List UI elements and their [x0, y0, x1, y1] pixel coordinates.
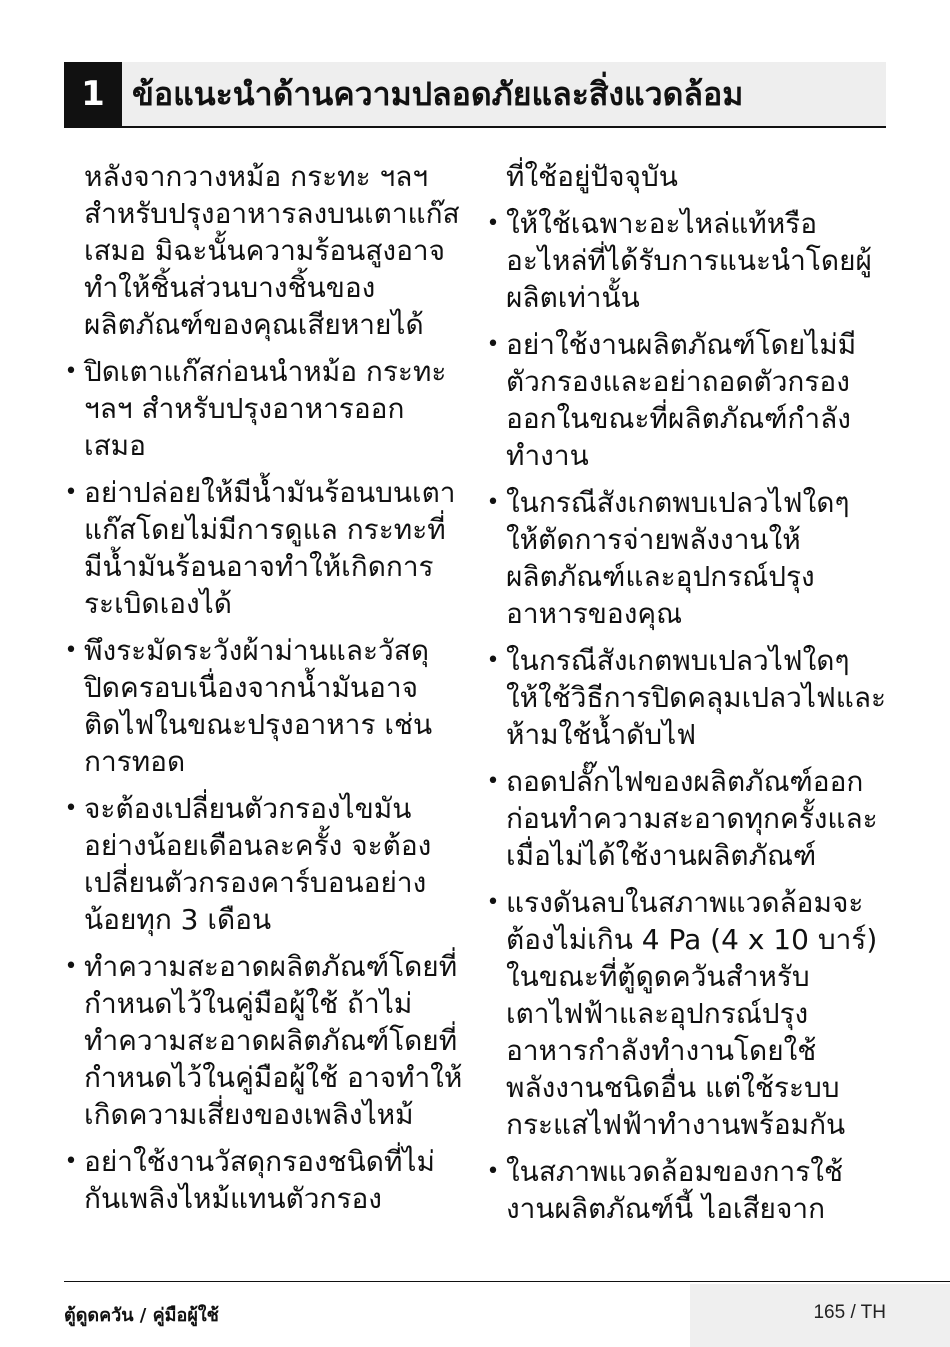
continued-paragraph: หลังจากวางหม้อ กระทะ ฯลฯ สำหรับปรุงอาหารลงบนเตาแก๊สเสมอ มิฉะนั้นความร้อนสูงอาจทำให้ชิ้นส่วนบางชิ้นของผลิตภัณฑ์ของคุณเสียหายได้ [84, 160, 460, 341]
right-column [486, 158, 886, 1227]
list-item-text: พึงระมัดระวังผ้าม่านและวัสดุปิดครอบเนื่องจากน้ำมันอาจติดไฟในขณะปรุงอาหาร เช่น การทอด [84, 634, 433, 778]
list-item-text: ถอดปลั๊กไฟของผลิตภัณฑ์ออกก่อนทำความสะอาดทุกครั้งและเมื่อไม่ได้ใช้งานผลิตภัณฑ์ [506, 765, 878, 872]
list-item [64, 1143, 464, 1217]
chapter-title: ข้อแนะนำด้านความปลอดภัยและสิ่งแวดล้อม [122, 62, 886, 126]
list-item [486, 1153, 886, 1227]
list-item [486, 205, 886, 316]
list-item [64, 632, 464, 780]
list-item [486, 484, 886, 632]
list-item-text: ในกรณีสังเกตพบเปลวไฟใดๆ ให้ใช้วิธีการปิดคลุมเปลวไฟและห้ามใช้น้ำดับไฟ [506, 644, 887, 751]
continued-paragraph: ที่ใช้อยู่ปัจจุบัน [506, 160, 678, 193]
bullet-icon: • [486, 211, 500, 236]
list-item-text: อย่าใช้งานผลิตภัณฑ์โดยไม่มีตัวกรองและอย่าถอดตัวกรองออกในขณะที่ผลิตภัณฑ์กำลังทำงาน [506, 328, 857, 472]
chapter-header [64, 62, 886, 128]
list-item [64, 474, 464, 622]
list-item-text: แรงดันลบในสภาพแวดล้อมจะต้องไม่เกิน 4 Pa (4 x 10 บาร์) ในขณะที่ตู้ดูดควันสำหรับเตาไฟฟ้าและอุปกรณ์ปรุงอาหารกำลังทำงานโดยใช้พลังงานชนิดอื่น แต่ใช้ระบบกระแสไฟฟ้าทำงานพร้อมกัน [506, 886, 878, 1141]
bullet-icon: • [486, 332, 500, 357]
list-item [64, 790, 464, 938]
bullet-icon: • [64, 480, 78, 505]
bullet-icon: • [64, 359, 78, 384]
list-item-text: จะต้องเปลี่ยนตัวกรองไขมันอย่างน้อยเดือนละครั้ง จะต้องเปลี่ยนตัวกรองคาร์บอนอย่างน้อยทุก 3 เดือน [84, 792, 432, 936]
left-column [64, 158, 464, 1217]
bullet-icon: • [486, 769, 500, 794]
bullet-icon: • [486, 890, 500, 915]
bullet-icon: • [486, 648, 500, 673]
list-item [64, 948, 464, 1133]
bullet-icon: • [64, 796, 78, 821]
page-number: 165 / TH [813, 1302, 886, 1323]
list-item-text: ทำความสะอาดผลิตภัณฑ์โดยที่กำหนดไว้ในคู่มือผู้ใช้ ถ้าไม่ทำความสะอาดผลิตภัณฑ์โดยที่กำหนดไว้ในคู่มือผู้ใช้ อาจทำให้เกิดความเสี่ยงของเพลิงไหม้ [84, 950, 463, 1131]
bullet-icon: • [64, 954, 78, 979]
chapter-number: 1 [64, 62, 122, 126]
list-item-text: อย่าใช้งานวัสดุกรองชนิดที่ไม่กันเพลิงไหม้แทนตัวกรอง [84, 1145, 435, 1215]
list-item-text: ให้ใช้เฉพาะอะไหล่แท้หรืออะไหล่ที่ได้รับการแนะนำโดยผู้ผลิตเท่านั้น [506, 207, 872, 314]
list-item [486, 642, 886, 753]
list-item-text: ในสภาพแวดล้อมของการใช้งานผลิตภัณฑ์นี้ ไอเสียจาก [506, 1155, 843, 1225]
safety-list-right [486, 205, 886, 1227]
list-item [486, 884, 886, 1143]
list-item [64, 353, 464, 464]
footer-product-manual: ตู้ดูดควัน / คู่มือผู้ใช้ [64, 1305, 219, 1326]
safety-list-left [64, 353, 464, 1217]
bullet-icon: • [486, 1159, 500, 1184]
footer-divider [64, 1281, 950, 1282]
list-item-text: ปิดเตาแก๊สก่อนนำหม้อ กระทะ ฯลฯ สำหรับปรุงอาหารออกเสมอ [84, 355, 447, 462]
bullet-icon: • [64, 638, 78, 663]
bullet-icon: • [486, 490, 500, 515]
list-item [486, 326, 886, 474]
list-item-text: อย่าปล่อยให้มีน้ำมันร้อนบนเตาแก๊สโดยไม่มีการดูแล กระทะที่มีน้ำมันร้อนอาจทำให้เกิดการระเบิดเองได้ [84, 476, 456, 620]
list-item [486, 763, 886, 874]
bullet-icon: • [64, 1149, 78, 1174]
list-item-text: ในกรณีสังเกตพบเปลวไฟใดๆ ให้ตัดการจ่ายพลังงานให้ผลิตภัณฑ์และอุปกรณ์ปรุงอาหารของคุณ [506, 486, 850, 630]
